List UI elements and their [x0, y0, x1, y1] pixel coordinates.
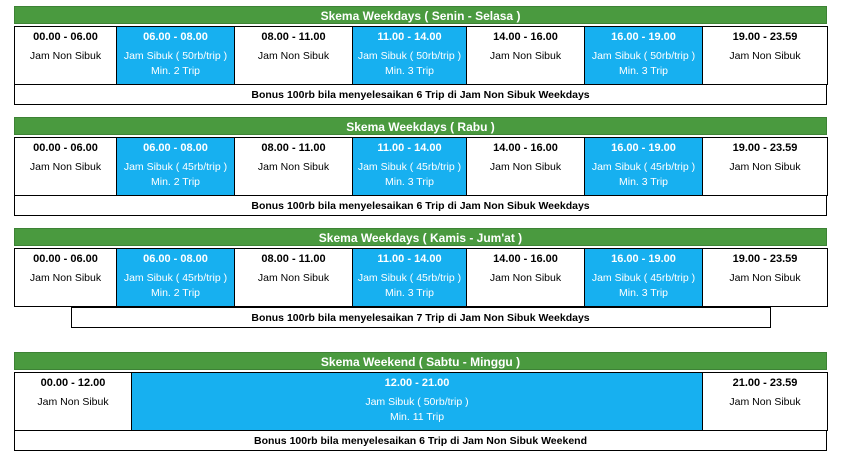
slot-label: Jam Non Sibuk — [489, 161, 562, 173]
scheme-weekdays-senin-selasa — [14, 6, 827, 105]
slot-cell — [353, 138, 467, 196]
slot-label: Jam Sibuk ( 50rb/trip ) — [357, 50, 462, 62]
slot-cell — [703, 138, 828, 196]
slot-label: Jam Non Sibuk — [257, 161, 330, 173]
slot-label: Jam Non Sibuk — [29, 50, 102, 62]
slot-time: 19.00 - 23.59 — [732, 142, 798, 154]
bonus-note: Bonus 100rb bila menyelesaikan 6 Trip di Jam Non Sibuk Weekdays — [14, 196, 827, 216]
scheme-weekend-sabtu-minggu — [14, 352, 827, 451]
slot-time: 00.00 - 06.00 — [33, 253, 98, 265]
slot-cell — [467, 138, 585, 196]
slot-time: 11.00 - 14.00 — [377, 31, 442, 43]
slot-label: Jam Sibuk ( 45rb/trip ) — [357, 272, 462, 284]
slot-min-trip: Min. 2 Trip — [150, 287, 200, 299]
slot-min-trip: Min. 3 Trip — [384, 287, 434, 299]
slot-cell — [15, 138, 117, 196]
slot-label: Jam Sibuk ( 45rb/trip ) — [591, 161, 696, 173]
slot-time: 08.00 - 11.00 — [261, 253, 326, 265]
schedule-table — [14, 26, 828, 85]
bonus-note: Bonus 100rb bila menyelesaikan 6 Trip di Jam Non Sibuk Weekend — [14, 431, 827, 451]
scheme-weekdays-kamis-jumat — [14, 228, 827, 328]
slot-label: Jam Non Sibuk — [729, 50, 801, 62]
schedule-table — [14, 248, 828, 307]
slot-label: Jam Sibuk ( 50rb/trip ) — [123, 50, 228, 62]
slot-label: Jam Non Sibuk — [489, 272, 562, 284]
slot-min-trip: Min. 2 Trip — [150, 176, 200, 188]
slot-cell — [703, 27, 828, 85]
slot-cell — [467, 249, 585, 307]
schedule-table — [14, 372, 828, 431]
scheme-title: Skema Weekdays ( Kamis - Jum'at ) — [14, 228, 827, 246]
slot-label: Jam Non Sibuk — [729, 396, 801, 408]
slot-time: 00.00 - 06.00 — [33, 142, 98, 154]
slot-time: 11.00 - 14.00 — [377, 142, 442, 154]
slot-cell — [117, 249, 235, 307]
slot-min-trip: Min. 3 Trip — [618, 176, 668, 188]
slot-time: 14.00 - 16.00 — [493, 253, 558, 265]
slot-min-trip: Min. 3 Trip — [618, 287, 668, 299]
slot-time: 19.00 - 23.59 — [732, 253, 798, 265]
slot-cell — [585, 27, 703, 85]
scheme-title: Skema Weekdays ( Senin - Selasa ) — [14, 6, 827, 24]
table-row — [15, 138, 828, 196]
slot-label: Jam Sibuk ( 50rb/trip ) — [365, 396, 469, 408]
scheme-title: Skema Weekdays ( Rabu ) — [14, 117, 827, 135]
slot-label: Jam Sibuk ( 45rb/trip ) — [357, 161, 462, 173]
slot-time: 08.00 - 11.00 — [261, 142, 326, 154]
slot-cell — [132, 373, 703, 431]
slot-cell — [585, 138, 703, 196]
slot-cell — [117, 27, 235, 85]
schedule-table — [14, 137, 828, 196]
slot-label: Jam Non Sibuk — [257, 272, 330, 284]
table-row — [15, 27, 828, 85]
bonus-note: Bonus 100rb bila menyelesaikan 6 Trip di Jam Non Sibuk Weekdays — [14, 85, 827, 105]
slot-time: 12.00 - 21.00 — [384, 377, 450, 389]
slot-min-trip: Min. 3 Trip — [618, 65, 668, 77]
slot-label: Jam Sibuk ( 45rb/trip ) — [123, 272, 228, 284]
slot-label: Jam Non Sibuk — [729, 272, 801, 284]
slot-label: Jam Non Sibuk — [257, 50, 330, 62]
slot-cell — [15, 373, 132, 431]
slot-label: Jam Sibuk ( 45rb/trip ) — [591, 272, 696, 284]
table-row — [15, 249, 828, 307]
slot-label: Jam Non Sibuk — [489, 50, 562, 62]
slot-time: 00.00 - 06.00 — [33, 31, 98, 43]
slot-cell — [703, 249, 828, 307]
scheme-title: Skema Weekend ( Sabtu - Minggu ) — [14, 352, 827, 370]
slot-time: 11.00 - 14.00 — [377, 253, 442, 265]
slot-time: 19.00 - 23.59 — [732, 31, 798, 43]
slot-cell — [703, 373, 828, 431]
slot-time: 16.00 - 19.00 — [611, 142, 676, 154]
slot-cell — [15, 27, 117, 85]
slot-min-trip: Min. 11 Trip — [389, 411, 445, 423]
slot-cell — [585, 249, 703, 307]
slot-min-trip: Min. 3 Trip — [384, 65, 434, 77]
slot-min-trip: Min. 2 Trip — [150, 65, 200, 77]
slot-time: 21.00 - 23.59 — [732, 377, 798, 389]
slot-time: 14.00 - 16.00 — [493, 31, 558, 43]
slot-label: Jam Non Sibuk — [29, 272, 102, 284]
slot-time: 00.00 - 12.00 — [40, 377, 106, 389]
slot-cell — [353, 249, 467, 307]
slot-label: Jam Non Sibuk — [729, 161, 801, 173]
slot-cell — [467, 27, 585, 85]
slot-label: Jam Non Sibuk — [37, 396, 109, 408]
slot-time: 16.00 - 19.00 — [611, 253, 676, 265]
slot-time: 16.00 - 19.00 — [611, 31, 676, 43]
slot-time: 06.00 - 08.00 — [143, 253, 208, 265]
slot-cell — [235, 138, 353, 196]
slot-label: Jam Non Sibuk — [29, 161, 102, 173]
slot-label: Jam Sibuk ( 45rb/trip ) — [123, 161, 228, 173]
slot-time: 06.00 - 08.00 — [143, 142, 208, 154]
slot-cell — [235, 249, 353, 307]
slot-min-trip: Min. 3 Trip — [384, 176, 434, 188]
slot-cell — [15, 249, 117, 307]
slot-label: Jam Sibuk ( 50rb/trip ) — [591, 50, 696, 62]
slot-cell — [235, 27, 353, 85]
slot-time: 06.00 - 08.00 — [143, 31, 208, 43]
slot-cell — [117, 138, 235, 196]
slot-time: 08.00 - 11.00 — [261, 31, 326, 43]
slot-time: 14.00 - 16.00 — [493, 142, 558, 154]
bonus-note: Bonus 100rb bila menyelesaikan 7 Trip di Jam Non Sibuk Weekdays — [71, 307, 771, 328]
scheme-weekdays-rabu — [14, 117, 827, 216]
table-row — [15, 373, 828, 431]
slot-cell — [353, 27, 467, 85]
